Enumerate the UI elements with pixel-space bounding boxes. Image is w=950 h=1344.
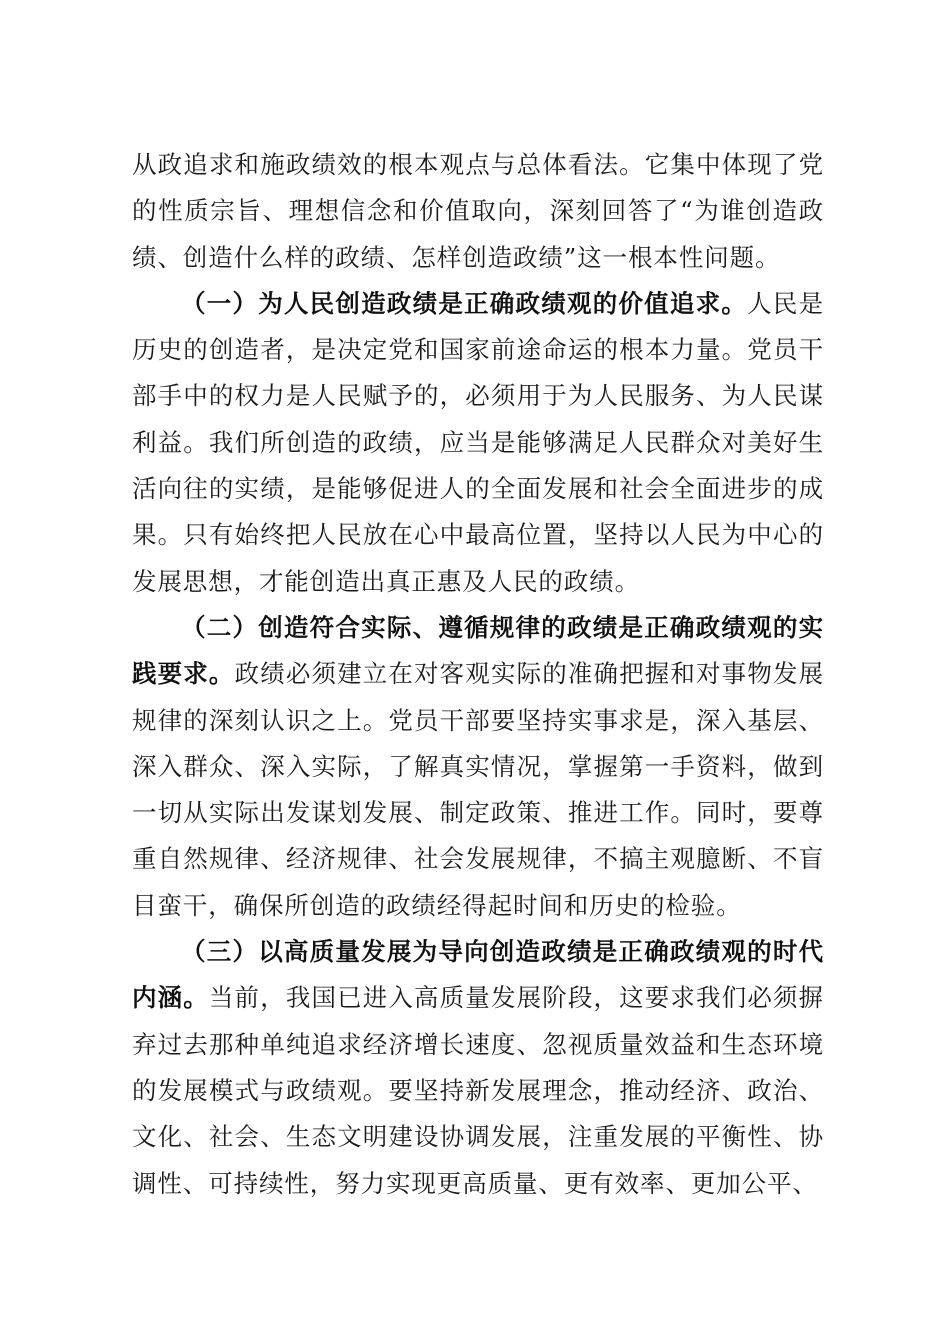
section-heading-2: （二）创造符合实际、遵循规律的政绩是正确政绩观的实践要求。 [132, 612, 824, 689]
paragraph-intro-continuation [132, 142, 824, 281]
paragraph-section-1 [132, 281, 824, 605]
section-heading-1: （一）为人民创造政绩是正确政绩观的价值追求。 [181, 288, 748, 318]
paragraph-body: 人民是历史的创造者，是决定党和国家前途命运的根本力量。党员干部手中的权力是人民赋予的，必须用于为人民服务、为人民谋利益。我们所创造的政绩，应当是能够满足人民群众对美好生活向往的实绩，是能够促进人的全面发展和社会全面进步的成果。只有始终把人民放在心中最高位置，坚持以人民为中心的发展思想，才能创造出真正惠及人民的政绩。 [132, 288, 824, 596]
paragraph-body: 当前，我国已进入高质量发展阶段，这要求我们必须摒弃过去那种单纯追求经济增长速度、忽视质量效益和生态环境的发展模式与政绩观。要坚持新发展理念，推动经济、政治、文化、社会、生态文明建设协调发展，注重发展的平衡性、协调性、可持续性，努力实现更高质量、更有效率、更加公平、 [132, 983, 824, 1198]
paragraph-section-3 [132, 929, 824, 1207]
section-heading-3: （三）以高质量发展为导向创造政绩是正确政绩观的时代内涵。 [132, 937, 824, 1013]
paragraph-body: 从政追求和施政绩效的根本观点与总体看法。它集中体现了党的性质宗旨、理想信念和价值取向，深刻回答了“为谁创造政绩、创造什么样的政绩、怎样创造政绩”这一根本性问题。 [132, 150, 824, 272]
document-body [132, 142, 824, 1207]
paragraph-body: 政绩必须建立在对客观实际的准确把握和对事物发展规律的深刻认识之上。党员干部要坚持实事求是，深入基层、深入群众、深入实际，了解真实情况，掌握第一手资料，做到一切从实际出发谋划发展、制定政策、推进工作。同时，要尊重自然规律、经济规律、社会发展规律，不搞主观臆断、不盲目蛮干，确保所创造的政绩经得起时间和历史的检验。 [132, 659, 824, 920]
paragraph-section-2 [132, 605, 824, 929]
